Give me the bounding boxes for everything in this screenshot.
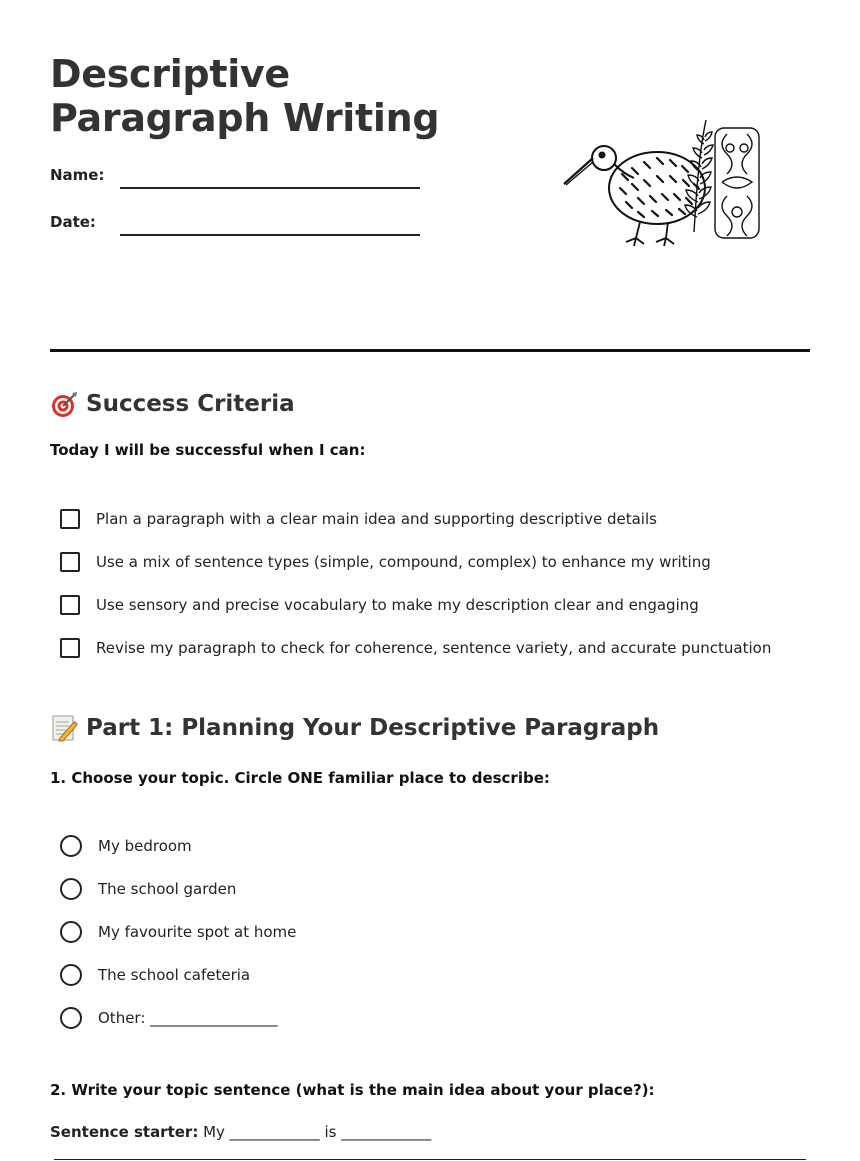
name-label: Name: xyxy=(50,166,105,184)
sentence-starter-text: My ____________ is ____________ xyxy=(198,1123,432,1141)
criteria-item[interactable] xyxy=(60,635,771,661)
page-title: Descriptive Paragraph Writing xyxy=(50,52,440,140)
question-2: 2. Write your topic sentence (what is the main idea about your place?): xyxy=(50,1081,655,1099)
topic-option-label: The school cafeteria xyxy=(98,966,251,984)
answer-line[interactable] xyxy=(54,1159,806,1160)
sentence-starter-label: Sentence starter: xyxy=(50,1123,199,1141)
topic-option-label: My favourite spot at home xyxy=(98,923,297,941)
criteria-text: Revise my paragraph to check for coherence, sentence variety, and accurate punctuation xyxy=(96,639,772,657)
date-field[interactable] xyxy=(50,212,420,242)
date-line[interactable] xyxy=(120,234,420,236)
memo-icon xyxy=(50,714,78,742)
criteria-text: Plan a paragraph with a clear main idea and supporting descriptive details xyxy=(96,510,657,528)
topic-option[interactable] xyxy=(60,833,192,859)
radio-circle[interactable] xyxy=(60,1007,82,1029)
topic-option[interactable] xyxy=(60,919,296,945)
criteria-item[interactable] xyxy=(60,506,657,532)
checkbox[interactable] xyxy=(60,552,80,572)
topic-option[interactable] xyxy=(60,1005,278,1031)
criteria-text: Use sensory and precise vocabulary to make my description clear and engaging xyxy=(96,596,699,614)
topic-option-label: Other: _________________ xyxy=(98,1009,278,1027)
kiwi-bird-illustration xyxy=(562,112,762,248)
target-icon xyxy=(50,390,78,418)
success-criteria-title: Success Criteria xyxy=(86,391,295,417)
name-field[interactable] xyxy=(50,165,420,195)
topic-option[interactable] xyxy=(60,962,250,988)
radio-circle[interactable] xyxy=(60,964,82,986)
topic-option[interactable] xyxy=(60,876,236,902)
topic-option-label: My bedroom xyxy=(98,837,192,855)
radio-circle[interactable] xyxy=(60,921,82,943)
checkbox[interactable] xyxy=(60,638,80,658)
section-divider xyxy=(50,349,810,352)
checkbox[interactable] xyxy=(60,595,80,615)
radio-circle[interactable] xyxy=(60,878,82,900)
part1-title: Part 1: Planning Your Descriptive Paragraph xyxy=(86,715,660,741)
date-label: Date: xyxy=(50,213,96,231)
sentence-starter xyxy=(50,1122,431,1142)
question-1: 1. Choose your topic. Circle ONE familiar place to describe: xyxy=(50,769,550,787)
success-criteria-lead: Today I will be successful when I can: xyxy=(50,441,366,459)
criteria-text: Use a mix of sentence types (simple, compound, complex) to enhance my writing xyxy=(96,553,711,571)
radio-circle[interactable] xyxy=(60,835,82,857)
checkbox[interactable] xyxy=(60,509,80,529)
part1-heading xyxy=(50,713,659,743)
criteria-item[interactable] xyxy=(60,592,699,618)
topic-option-label: The school garden xyxy=(98,880,237,898)
success-criteria-heading xyxy=(50,389,295,419)
criteria-item[interactable] xyxy=(60,549,711,575)
name-line[interactable] xyxy=(120,187,420,189)
